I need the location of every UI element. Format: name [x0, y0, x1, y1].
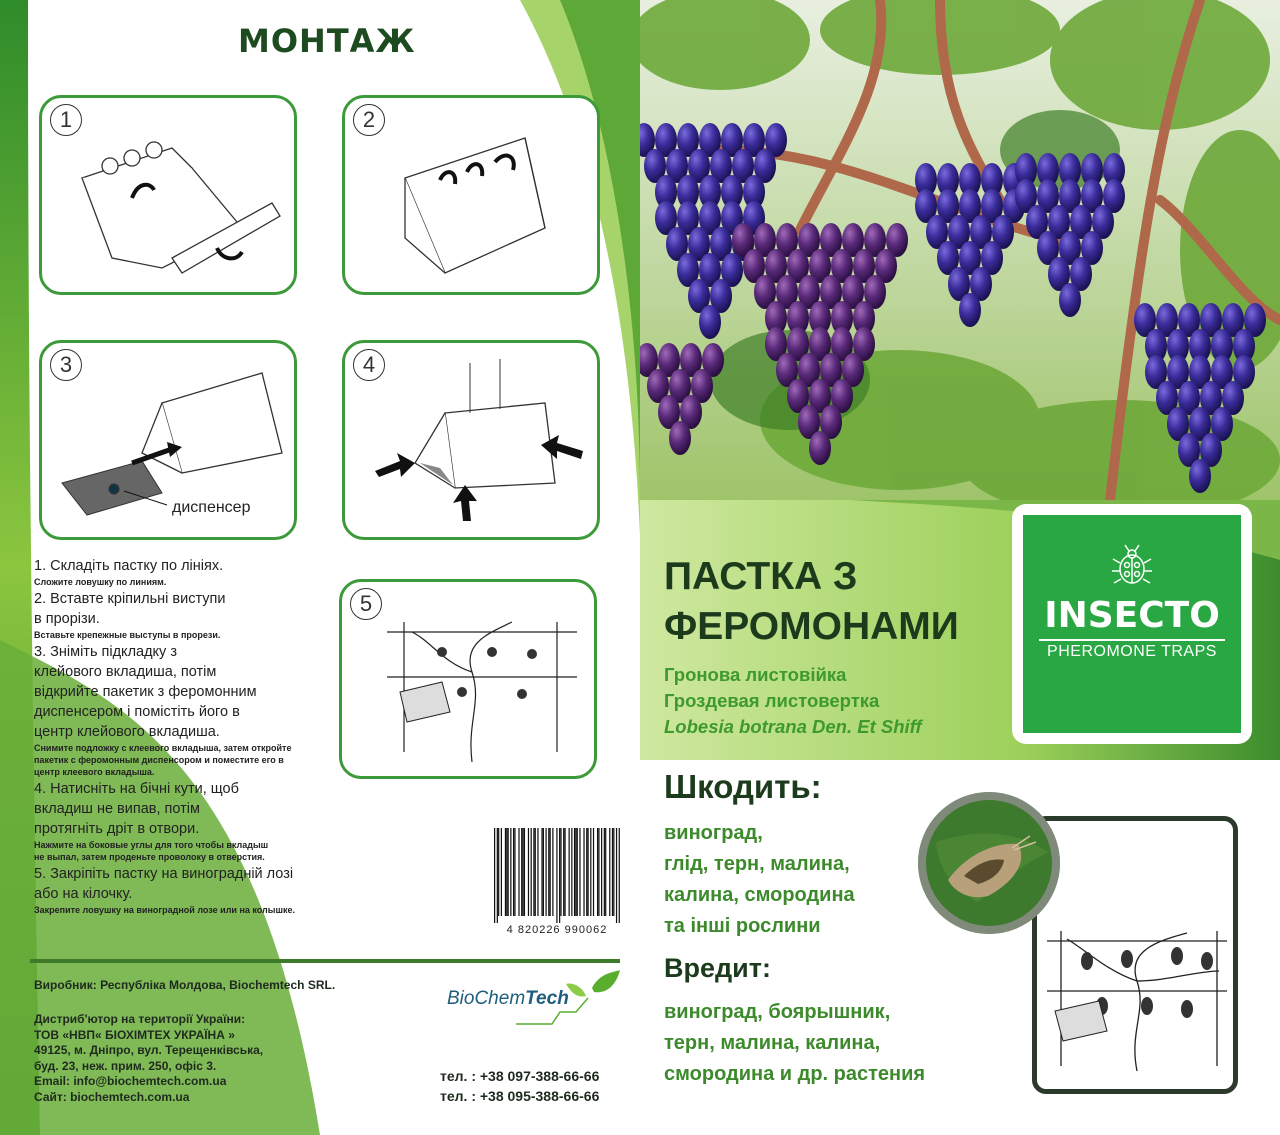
damage-line: терн, малина, калина, — [664, 1032, 881, 1054]
divider — [30, 959, 620, 963]
damage-line: виноград, — [664, 822, 763, 844]
step-3-box — [39, 340, 297, 540]
instruction-step-ua: 3. Зніміть підкладку з клейового вкладиша, потім відкрийте пакетик з феромонним диспенсером і помістіть його в центр клейового вкладиша. — [34, 644, 257, 740]
product-title-line1: ПАСТКА З — [664, 555, 858, 598]
instruction-step-ru: Нажмите на боковые углы для того чтобы вкладыш не выпал, затем проденьте проволоку в отверстия. — [34, 840, 269, 862]
step-4-box — [342, 340, 600, 540]
phone-2: тел. : +38 095-388-66-66 — [440, 1088, 600, 1104]
insecto-tagline: PHEROMONE TRAPS — [1047, 643, 1217, 660]
website-text: Сайт: biochemtech.com.ua — [34, 1089, 190, 1104]
damages-list-ua — [664, 818, 855, 942]
damage-line: калина, смородина — [664, 884, 855, 906]
step-2-box — [342, 95, 600, 295]
instruction-step-ru: Закрепите ловушку на виноградной лозе или на колышке. — [34, 905, 295, 915]
step-number: 4 — [353, 349, 385, 381]
distributor-line: буд. 23, неж. прим. 250, офіс 3. — [34, 1058, 217, 1073]
distributor-line: ТОВ «НВП« БІОХІМТЕХ УКРАЇНА » — [34, 1027, 235, 1042]
logo-part2: Tech — [525, 988, 569, 1009]
damage-line: виноград, боярышник, — [664, 1001, 891, 1023]
insecto-divider — [1039, 639, 1225, 641]
barcode — [494, 828, 620, 936]
step-5-box — [339, 579, 597, 779]
pest-names — [664, 662, 922, 740]
instruction-step-ru: Вставьте крепежные выступы в прорези. — [34, 630, 221, 640]
damages-heading-ru: Вредит: — [664, 953, 771, 983]
leaf-logo-icon — [512, 968, 622, 1030]
insecto-logo — [1012, 504, 1252, 744]
pest-name-ru: Гроздевая листовертка — [664, 690, 880, 711]
damage-line: та інші рослини — [664, 915, 821, 937]
pest-name-ua: Гронова листовійка — [664, 664, 847, 685]
instruction-step-ua: 4. Натисніть на бічні кути, щоб вкладиш не випав, потім протягніть дріт в отвори. — [34, 781, 239, 837]
insecto-logo-panel — [1023, 515, 1241, 733]
email-text: Email: info@biochemtech.com.ua — [34, 1074, 227, 1088]
insert-tabs-illustration — [345, 98, 603, 298]
damage-line: глід, терн, малина, — [664, 853, 850, 875]
producer-text: Виробник: Республіка Молдова, Biochemtech SRL. — [34, 978, 336, 992]
press-corners-illustration — [345, 343, 603, 543]
distributor-heading: Дистриб'ютор на території України: — [34, 1012, 246, 1026]
product-title — [664, 552, 959, 652]
instruction-step-ua: 1. Складіть пастку по лініях. — [34, 558, 224, 574]
logo-part1: BioChem — [447, 988, 526, 1009]
instruction-step-ua: 5. Закріпіть пастку на виноградній лозі або на кілочку. — [34, 866, 294, 902]
instruction-step-ru: Сложите ловушку по линиям. — [34, 577, 167, 587]
instruction-step-ua: 2. Вставте кріпильні виступи в прорізи. — [34, 591, 226, 627]
step-number: 1 — [50, 104, 82, 136]
barcode-number: 4 820226 990062 — [506, 924, 608, 936]
moth-photo — [918, 792, 1060, 934]
pest-name-latin: Lobesia botrana Den. Et Shiff — [664, 716, 922, 737]
instructions — [34, 556, 334, 917]
vine-mount-illustration — [342, 582, 600, 782]
vine-illustration-frame — [1032, 816, 1238, 1094]
dispenser-label: диспенсер — [172, 499, 251, 516]
vine-trap-illustration — [1037, 821, 1233, 1089]
montage-title: МОНТАЖ — [238, 22, 416, 60]
insecto-brand-name: INSECTO — [1044, 595, 1220, 636]
damages-heading-ua: Шкодить: — [664, 768, 822, 805]
product-title-line2: ФЕРОМОНАМИ — [664, 605, 959, 648]
step-1-box — [39, 95, 297, 295]
phone-1: тел. : +38 097-388-66-66 — [440, 1068, 600, 1084]
step-number: 3 — [50, 349, 82, 381]
fold-trap-illustration — [42, 98, 300, 298]
distributor-line: 49125, м. Дніпро, вул. Терещенківська, — [34, 1043, 264, 1057]
dispenser-illustration — [42, 343, 300, 543]
step-number: 5 — [350, 588, 382, 620]
distributor-block — [34, 1012, 263, 1105]
step-number: 2 — [353, 104, 385, 136]
damages-list-ru — [664, 997, 925, 1090]
grapes-photo — [640, 0, 1280, 500]
ladybug-icon — [1109, 543, 1155, 589]
damage-line: смородина и др. растения — [664, 1063, 926, 1085]
instruction-step-ru: Снимите подложку с клеевого вкладыша, затем откройте пакетик с феромонным диспенсором и поместите его в центр клеевого вкладыша. — [34, 743, 292, 777]
